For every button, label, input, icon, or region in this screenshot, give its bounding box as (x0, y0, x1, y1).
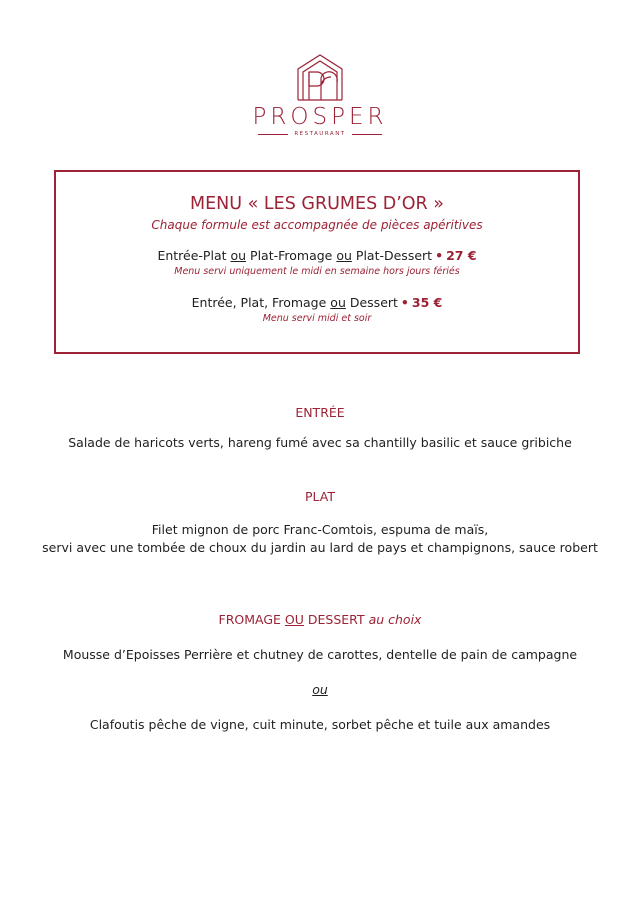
fromage-dessert-heading (0, 612, 640, 627)
plat-dish-line-1: Filet mignon de porc Franc-Comtois, espuma de maïs, (151, 522, 489, 537)
formula-2-part-b: Dessert (345, 295, 398, 310)
menu-subtitle: Chaque formule est accompagnée de pièces apéritives (151, 218, 483, 232)
house-logo-icon (295, 52, 345, 102)
fromage-dessert-section (0, 612, 640, 734)
or-separator: ou (312, 682, 328, 697)
formula-1-part-b: Plat-Fromage (246, 248, 337, 263)
entree-heading: ENTRÉE (295, 405, 345, 420)
or-separator-row (0, 681, 640, 699)
formula-1 (56, 248, 578, 277)
fromage-dish: Mousse d’Epoisses Perrière et chutney de carottes, dentelle de pain de campagne (62, 647, 578, 662)
formula-1-part-c: Plat-Dessert (351, 248, 433, 263)
formula-2-ou: ou (330, 295, 346, 310)
plat-dish-line-2: servi avec une tombée de choux du jardin au lard de pays et champignons, sauce robert (42, 540, 598, 555)
formula-2-note: Menu servi midi et soir (262, 313, 372, 324)
heading-dessert: DESSERT (303, 612, 369, 627)
formula-1-separator: • (435, 248, 444, 263)
formula-2 (56, 295, 578, 324)
restaurant-logo (0, 52, 640, 137)
plat-heading: PLAT (304, 489, 335, 504)
brand-divider-left (258, 134, 288, 135)
brand-subtitle: RESTAURANT (294, 131, 346, 137)
brand-name: PROSPER (252, 104, 388, 130)
dessert-dish: Clafoutis pêche de vigne, cuit minute, sorbet pêche et tuile aux amandes (89, 717, 551, 732)
entree-section (0, 405, 640, 452)
formula-1-part-a: Entrée-Plat (157, 248, 231, 263)
brand-subtitle-row (0, 131, 640, 137)
formula-2-separator: • (400, 295, 409, 310)
formula-2-price: 35 € (411, 295, 443, 310)
formula-1-ou-2: ou (336, 248, 352, 263)
menu-title: MENU « LES GRUMES D’OR » (190, 194, 444, 214)
formula-1-price: 27 € (446, 248, 477, 263)
heading-ou: OU (284, 612, 304, 627)
entree-dish: Salade de haricots verts, hareng fumé avec sa chantilly basilic et sauce gribiche (68, 435, 572, 450)
formula-2-part-a: Entrée, Plat, Fromage (191, 295, 331, 310)
formula-1-note: Menu servi uniquement le midi en semaine hors jours fériés (174, 266, 460, 277)
menu-formula-box (54, 170, 580, 354)
plat-section (0, 489, 640, 557)
formula-1-ou-1: ou (230, 248, 247, 263)
heading-au-choix: au choix (368, 612, 422, 627)
brand-divider-right (352, 134, 382, 135)
heading-fromage: FROMAGE (218, 612, 285, 627)
